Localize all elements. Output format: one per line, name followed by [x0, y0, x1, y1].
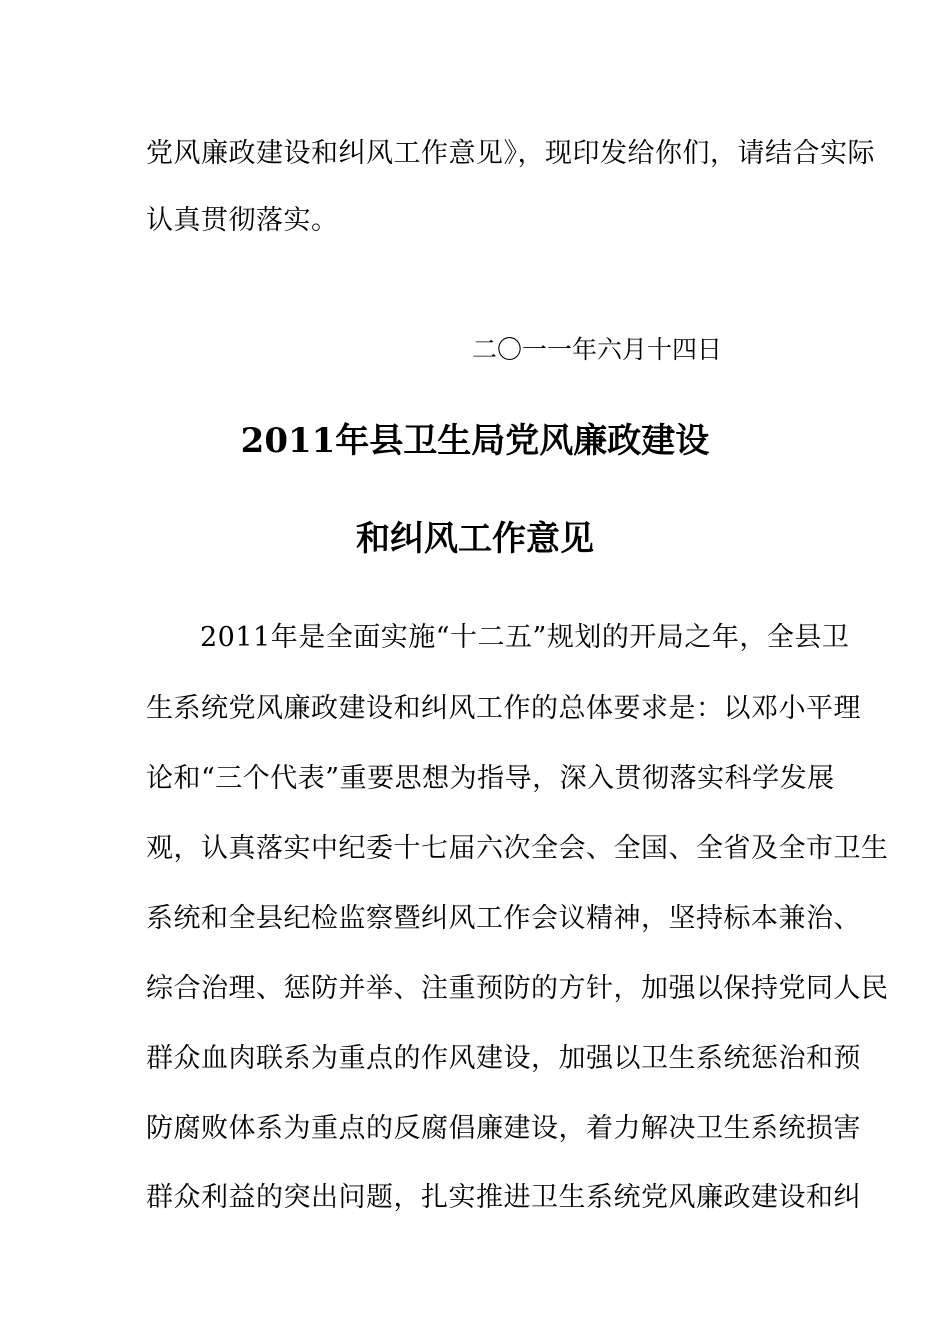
body-line-2: 生系统党风廉政建设和纠风工作的总体要求是：以邓小平理 [146, 693, 861, 724]
body-line-8: 防腐败体系为重点的反腐倡廉建设，着力解决卫生系统损害 [146, 1113, 861, 1144]
body-line-4: 观，认真落实中纪委十七届六次全会、全国、全省及全市卫生 [146, 833, 889, 864]
body-line-3: 论和“三个代表”重要思想为指导，深入贯彻落实科学发展 [146, 763, 835, 794]
body-line-7: 群众血肉联系为重点的作风建设，加强以卫生系统惩治和预 [146, 1043, 861, 1074]
body-line-9: 群众利益的突出问题，扎实推进卫生系统党风廉政建设和纠 [146, 1182, 861, 1213]
body-line-5: 系统和全县纪检监察暨纠风工作会议精神，坚持标本兼治、 [146, 903, 861, 934]
body-line-6: 综合治理、惩防并举、注重预防的方针，加强以保持党同人民 [146, 973, 889, 1004]
body-line-1: 2011年是全面实施“十二五”规划的开局之年，全县卫 [200, 622, 850, 653]
document-title-line-1: 2011年县卫生局党风廉政建设 [240, 421, 710, 461]
intro-line-2: 认真贯彻落实。 [146, 205, 339, 236]
intro-line-1: 党风廉政建设和纠风工作意见》，现印发给你们，请结合实际 [146, 138, 875, 169]
document-date: 二〇一一年六月十四日 [471, 335, 722, 364]
document-title-line-2: 和纠风工作意见 [356, 519, 594, 559]
